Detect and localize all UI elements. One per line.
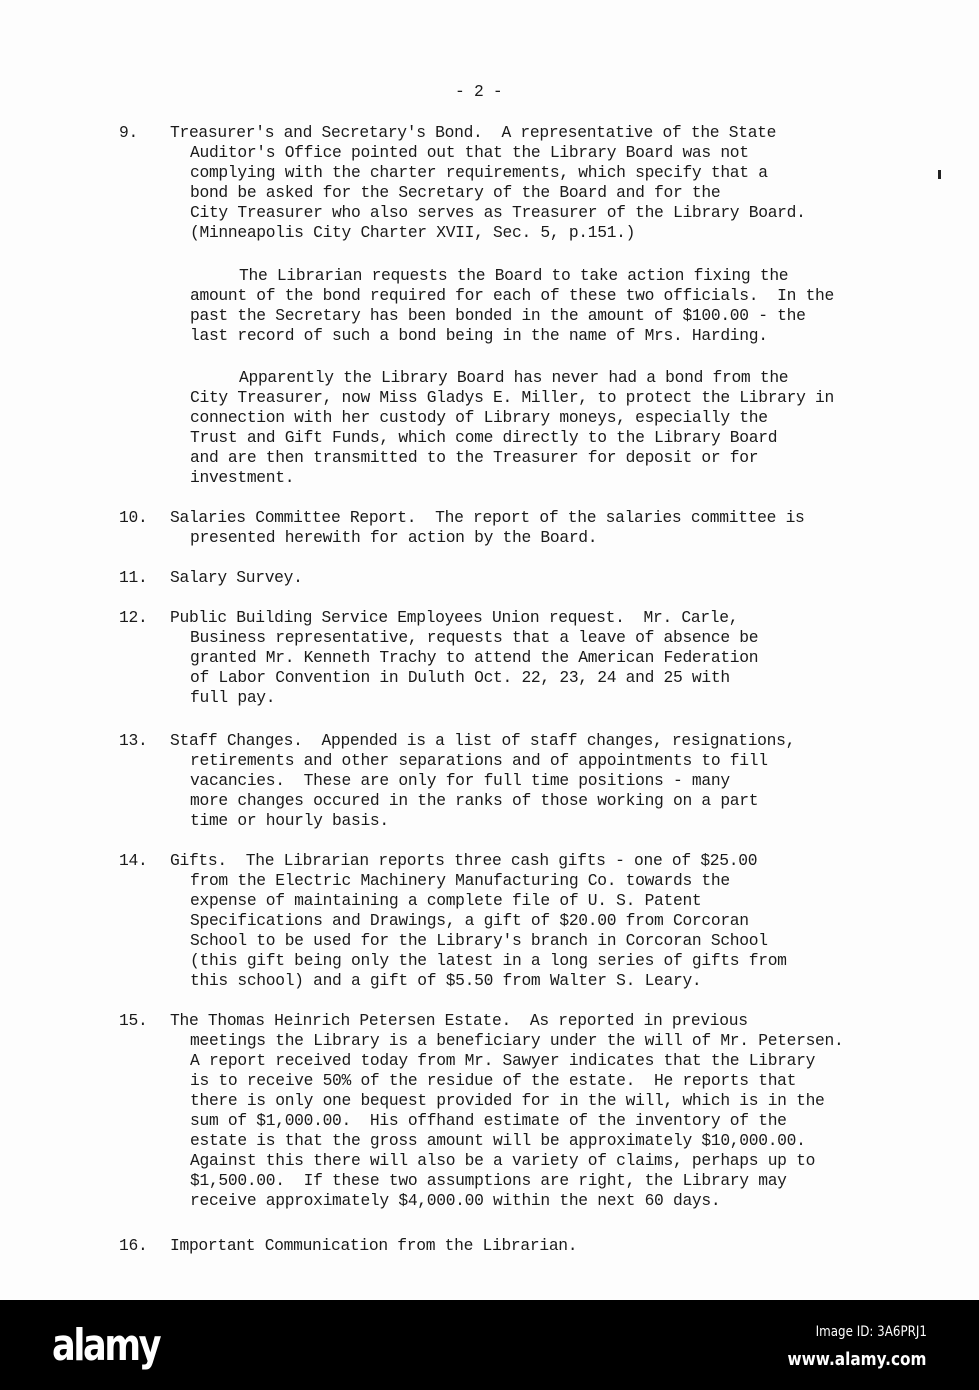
text-line: Trust and Gift Funds, which come directly to the Library Board [190,428,778,447]
text-line: there is only one bequest provided for in the will, which is in the [190,1091,825,1110]
text-line: City Treasurer who also serves as Treasurer of the Library Board. [190,203,806,222]
text-line: Salary Survey. [170,568,303,587]
text-line: Business representative, requests that a leave of absence be [190,628,759,647]
watermark-url: www.alamy.com [788,1349,927,1370]
text-line: of Labor Convention in Duluth Oct. 22, 23, 24 and 25 with [190,668,730,687]
item-number: 10. [119,508,148,527]
text-line: sum of $1,000.00. His offhand estimate of the inventory of the [190,1111,787,1130]
text-line: A report received today from Mr. Sawyer indicates that the Library [190,1051,816,1070]
text-line: amount of the bond required for each of these two officials. In the [190,286,834,305]
text-line: Salaries Committee Report. The report of the salaries committee is [170,508,805,527]
text-line: estate is that the gross amount will be approximately $10,000.00. [190,1131,806,1150]
text-line: more changes occured in the ranks of those working on a part [190,791,759,810]
item-number: 9. [119,123,138,142]
text-line: retirements and other separations and of appointments to fill [190,751,768,770]
text-line: The Librarian requests the Board to take action fixing the [239,266,789,285]
text-line: investment. [190,468,295,487]
text-line: meetings the Library is a beneficiary under the will of Mr. Petersen. [190,1031,844,1050]
text-line: connection with her custody of Library moneys, especially the [190,408,768,427]
text-line: full pay. [190,688,276,707]
text-line: (this gift being only the latest in a long series of gifts from [190,951,787,970]
text-line: Important Communication from the Librarian. [170,1236,578,1255]
text-line: (Minneapolis City Charter XVII, Sec. 5, p.151.) [190,223,636,242]
item-number: 15. [119,1011,148,1030]
text-line: is to receive 50% of the residue of the estate. He reports that [190,1071,797,1090]
text-line: Gifts. The Librarian reports three cash gifts - one of $25.00 [170,851,758,870]
text-line: $1,500.00. If these two assumptions are right, the Library may [190,1171,787,1190]
item-number: 13. [119,731,148,750]
item-number: 16. [119,1236,148,1255]
text-line: and are then transmitted to the Treasurer for deposit or for [190,448,759,467]
text-line: Staff Changes. Appended is a list of staff changes, resignations, [170,731,796,750]
text-line: vacancies. These are only for full time positions - many [190,771,730,790]
text-line: bond be asked for the Secretary of the Board and for the [190,183,721,202]
text-line: receive approximately $4,000.00 within the next 60 days. [190,1191,721,1210]
alamy-logo: alamy [52,1320,160,1371]
text-line: City Treasurer, now Miss Gladys E. Miller, to protect the Library in [190,388,834,407]
text-line: presented herewith for action by the Board. [190,528,598,547]
text-line: last record of such a bond being in the name of Mrs. Harding. [190,326,768,345]
margin-mark [938,170,941,179]
text-line: expense of maintaining a complete file of U. S. Patent [190,891,702,910]
text-line: The Thomas Heinrich Petersen Estate. As reported in previous [170,1011,748,1030]
text-line: this school) and a gift of $5.50 from Walter S. Leary. [190,971,702,990]
item-number: 14. [119,851,148,870]
text-line: from the Electric Machinery Manufacturing Co. towards the [190,871,730,890]
text-line: past the Secretary has been bonded in the amount of $100.00 - the [190,306,806,325]
text-line: School to be used for the Library's branch in Corcoran School [190,931,768,950]
text-line: granted Mr. Kenneth Trachy to attend the American Federation [190,648,759,667]
text-line: Apparently the Library Board has never had a bond from the [239,368,789,387]
item-number: 11. [119,568,148,587]
text-line: complying with the charter requirements, which specify that a [190,163,768,182]
text-line: Auditor's Office pointed out that the Library Board was not [190,143,749,162]
page-number: - 2 - [455,82,503,101]
image-id: Image ID: 3A6PRJ1 [815,1324,927,1340]
text-line: Specifications and Drawings, a gift of $20.00 from Corcoran [190,911,749,930]
item-number: 12. [119,608,148,627]
text-line: Against this there will also be a variety of claims, perhaps up to [190,1151,816,1170]
watermark-bar [0,1300,979,1390]
text-line: Treasurer's and Secretary's Bond. A representative of the State [170,123,777,142]
text-line: time or hourly basis. [190,811,389,830]
text-line: Public Building Service Employees Union request. Mr. Carle, [170,608,739,627]
